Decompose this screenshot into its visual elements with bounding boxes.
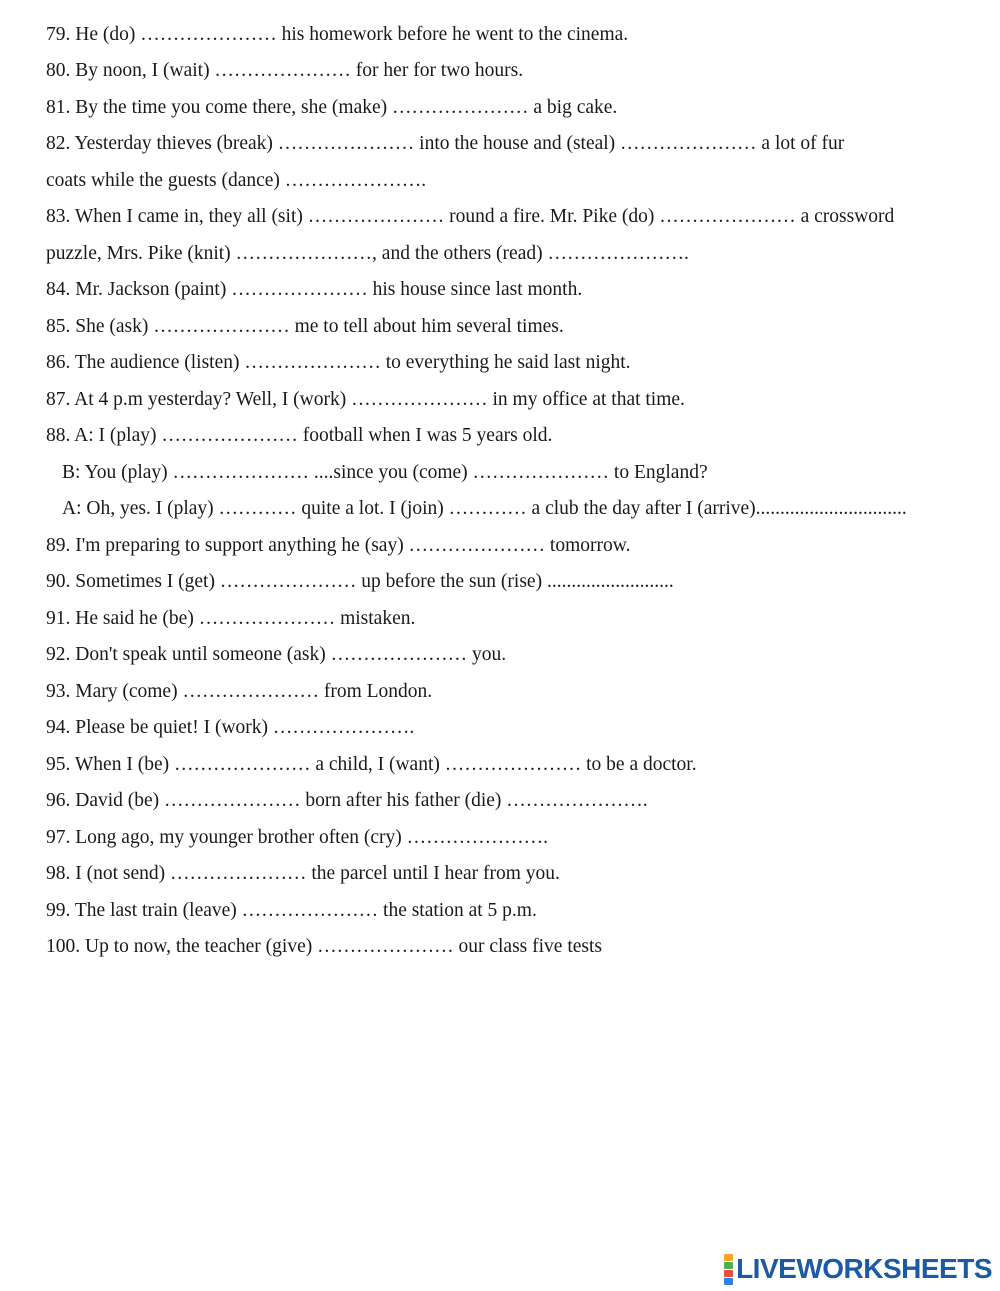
question-83-cont: puzzle, Mrs. Pike (knit) …………………, and the others (read) …………………. — [46, 243, 689, 264]
logo-blocks-icon — [724, 1253, 733, 1285]
question-85: 85. She (ask) ………………… me to tell about him several times. — [46, 316, 564, 337]
logo-block — [724, 1278, 733, 1285]
liveworksheets-logo[interactable] — [724, 1253, 992, 1285]
question-97: 97. Long ago, my younger brother often (cry) …………………. — [46, 827, 549, 848]
question-95: 95. When I (be) ………………… a child, I (want) ………………… to be a doctor. — [46, 754, 697, 775]
question-79: 79. He (do) ………………… his homework before he went to the cinema. — [46, 24, 629, 45]
question-88-a2: A: Oh, yes. I (play) ………… quite a lot. I (join) ………… a club the day after I (arrive)............................... — [62, 498, 907, 519]
logo-block — [724, 1254, 733, 1261]
question-94: 94. Please be quiet! I (work) …………………. — [46, 717, 415, 738]
question-99: 99. The last train (leave) ………………… the station at 5 p.m. — [46, 900, 537, 921]
question-82: 82. Yesterday thieves (break) ………………… into the house and (steal) ………………… a lot of fur — [46, 133, 845, 154]
question-82-cont: coats while the guests (dance) …………………. — [46, 170, 427, 191]
question-93: 93. Mary (come) ………………… from London. — [46, 681, 433, 702]
logo-text: LIVEWORKSHEETS — [736, 1253, 992, 1284]
question-90: 90. Sometimes I (get) ………………… up before the sun (rise) .......................... — [46, 571, 674, 592]
logo-block — [724, 1270, 733, 1277]
question-100: 100. Up to now, the teacher (give) ………………… our class five tests — [46, 936, 602, 957]
question-84: 84. Mr. Jackson (paint) ………………… his house since last month. — [46, 279, 583, 300]
question-86: 86. The audience (listen) ………………… to everything he said last night. — [46, 352, 631, 373]
question-98: 98. I (not send) ………………… the parcel until I hear from you. — [46, 863, 560, 884]
question-91: 91. He said he (be) ………………… mistaken. — [46, 608, 416, 629]
question-89: 89. I'm preparing to support anything he (say) ………………… tomorrow. — [46, 535, 631, 556]
question-88-b: B: You (play) ………………… ....since you (come) ………………… to England? — [62, 462, 708, 483]
question-96: 96. David (be) ………………… born after his father (die) …………………. — [46, 790, 648, 811]
question-81: 81. By the time you come there, she (make) ………………… a big cake. — [46, 97, 618, 118]
logo-block — [724, 1262, 733, 1269]
question-80: 80. By noon, I (wait) ………………… for her for two hours. — [46, 60, 524, 81]
question-83: 83. When I came in, they all (sit) ………………… round a fire. Mr. Pike (do) ………………… a crossword — [46, 206, 895, 227]
question-87: 87. At 4 p.m yesterday? Well, I (work) ………………… in my office at that time. — [46, 389, 685, 410]
question-88: 88. A: I (play) ………………… football when I was 5 years old. — [46, 425, 553, 446]
question-92: 92. Don't speak until someone (ask) ………………… you. — [46, 644, 507, 665]
